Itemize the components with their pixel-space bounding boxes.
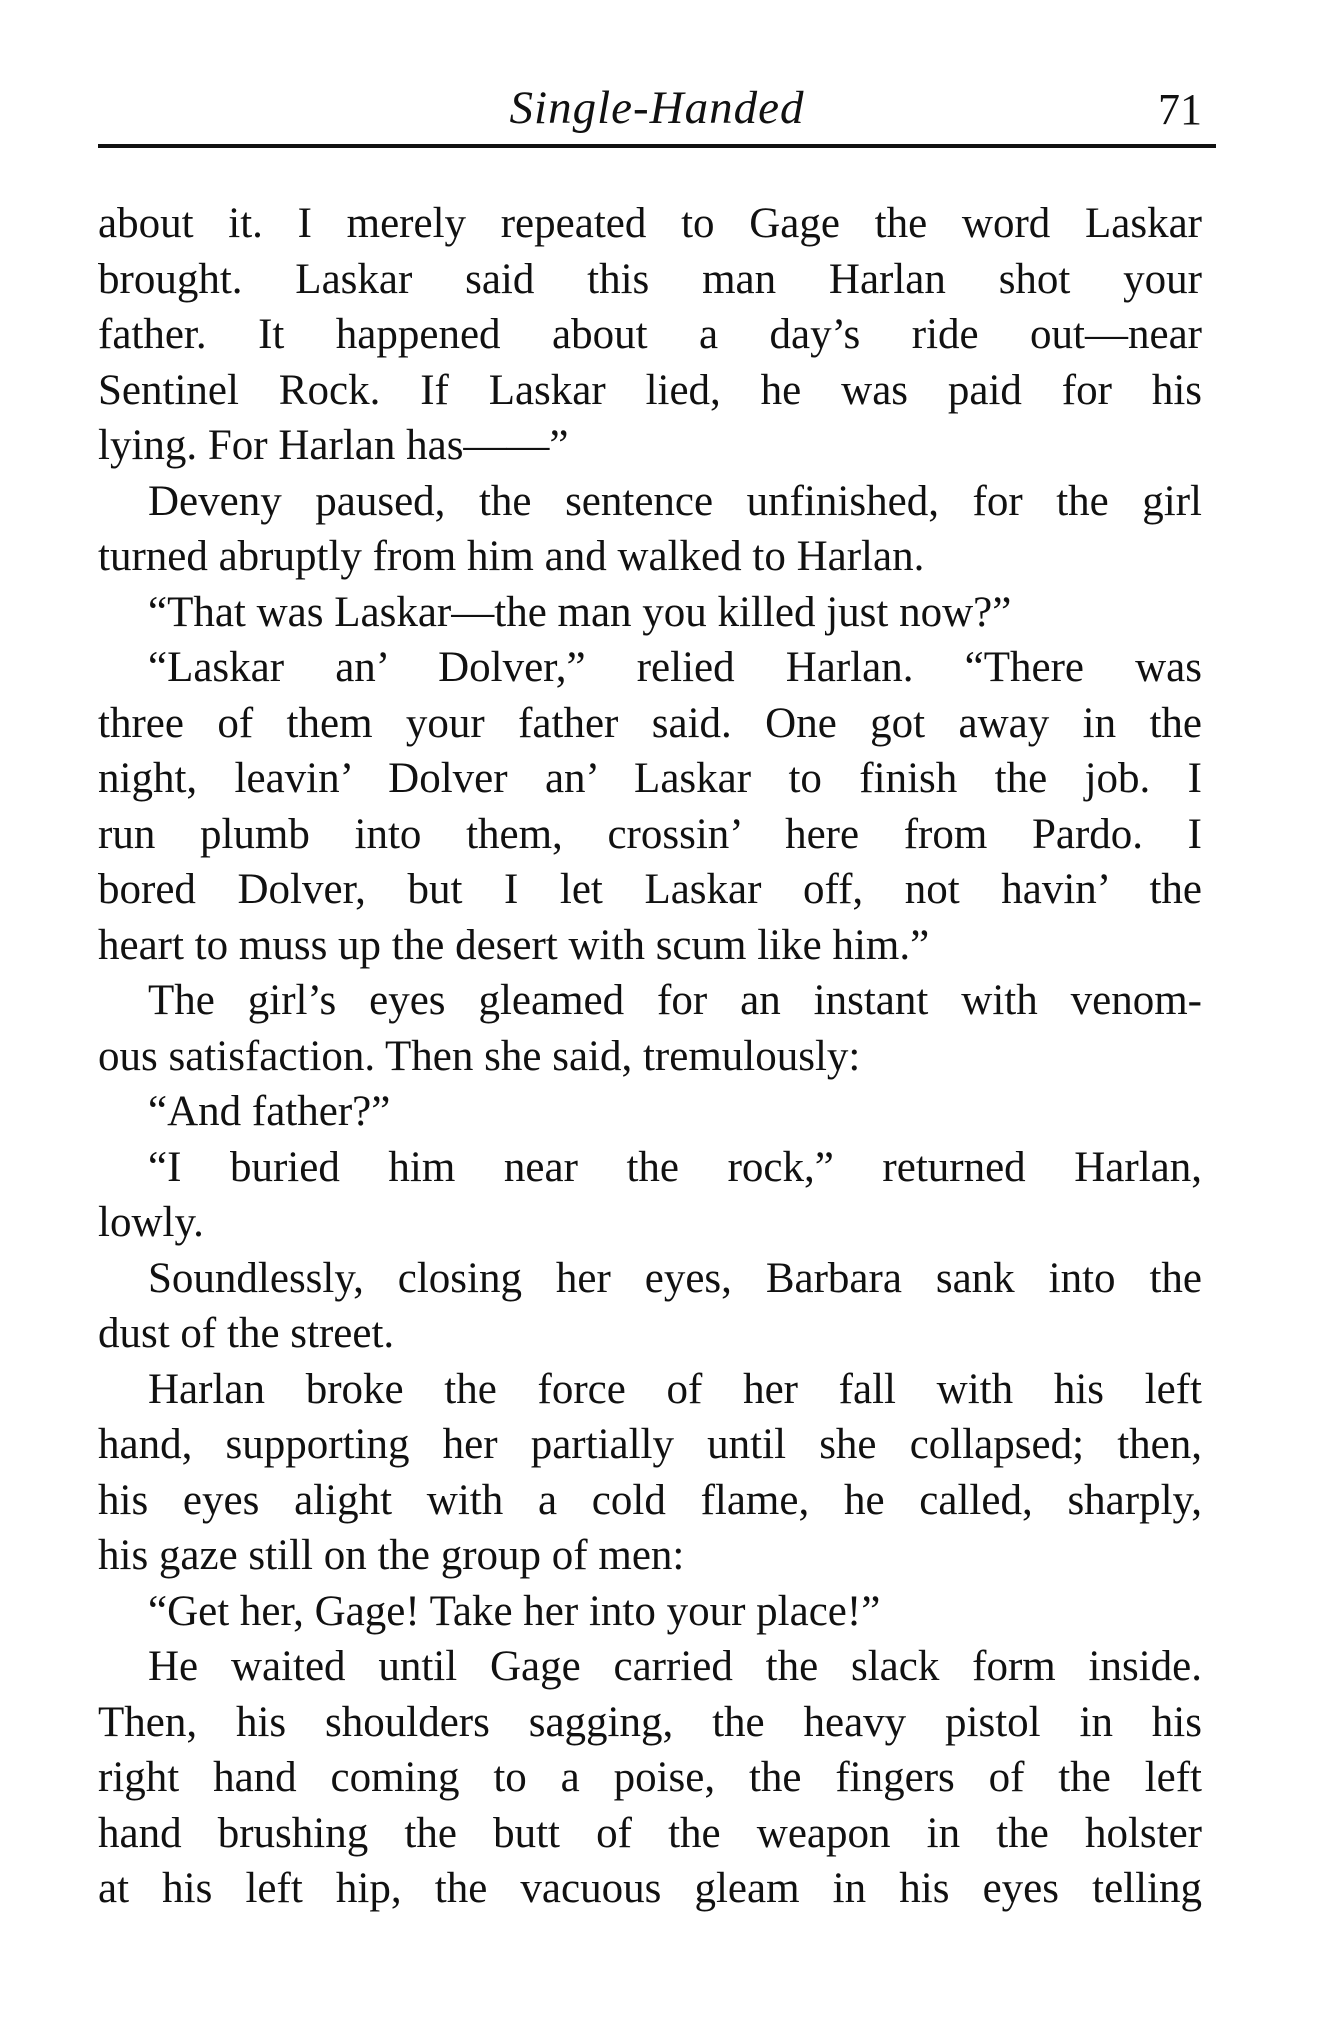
- body-text: [98, 196, 1202, 1917]
- text-line: Then, his shoulders sagging, the heavy pistol in his: [98, 1698, 1202, 1746]
- text-line: at his left hip, the vacuous gleam in his eyes telling: [98, 1865, 1202, 1912]
- text-line: his gaze still on the group of men:: [98, 1532, 685, 1579]
- text-line: heart to muss up the desert with scum like him.”: [98, 921, 930, 969]
- text-line: brought. Laskar said this man Harlan shot your: [98, 255, 1202, 303]
- text-line: “And father?”: [148, 1088, 391, 1135]
- text-line: three of them your father said. One got away in the: [98, 699, 1202, 747]
- text-line: “Laskar an’ Dolver,” relied Harlan. “There was: [148, 644, 1202, 691]
- text-line: Harlan broke the force of her fall with his left: [148, 1365, 1202, 1413]
- text-line: “Get her, Gage! Take her into your place!”: [148, 1587, 881, 1635]
- page-number: 71: [1158, 85, 1202, 134]
- text-line: hand, supporting her partially until she collapsed; then,: [98, 1421, 1202, 1468]
- text-line: night, leavin’ Dolver an’ Laskar to finish the job. I: [98, 755, 1202, 802]
- text-line: “That was Laskar—the man you killed just now?”: [148, 588, 1012, 636]
- running-head: [98, 78, 1216, 138]
- text-line: Soundlessly, closing her eyes, Barbara sank into the: [148, 1254, 1202, 1302]
- text-line: The girl’s eyes gleamed for an instant with venom-: [148, 977, 1202, 1024]
- text-line: Sentinel Rock. If Laskar lied, he was paid for his: [98, 366, 1202, 414]
- text-line: Deveny paused, the sentence unfinished, for the girl: [148, 477, 1202, 525]
- text-line: lying. For Harlan has——”: [98, 422, 569, 469]
- text-line: hand brushing the butt of the weapon in the holster: [98, 1809, 1202, 1857]
- running-title: Single-Handed: [509, 82, 805, 134]
- text-line: ous satisfaction. Then she said, tremulously:: [98, 1032, 861, 1080]
- text-line: “I buried him near the rock,” returned Harlan,: [148, 1143, 1202, 1191]
- text-line: bored Dolver, but I let Laskar off, not havin’ the: [98, 866, 1202, 913]
- text-line: about it. I merely repeated to Gage the word Laskar: [98, 200, 1202, 247]
- header-rule: [98, 144, 1216, 148]
- text-line: dust of the street.: [98, 1310, 395, 1357]
- text-line: right hand coming to a poise, the fingers of the left: [98, 1754, 1202, 1801]
- text-line: He waited until Gage carried the slack form inside.: [148, 1643, 1202, 1690]
- text-line: turned abruptly from him and walked to Harlan.: [98, 533, 925, 580]
- text-line: run plumb into them, crossin’ here from Pardo. I: [98, 810, 1202, 858]
- text-line: father. It happened about a day’s ride out—near: [98, 311, 1202, 358]
- text-line: his eyes alight with a cold flame, he called, sharply,: [98, 1476, 1202, 1524]
- text-line: lowly.: [98, 1199, 204, 1246]
